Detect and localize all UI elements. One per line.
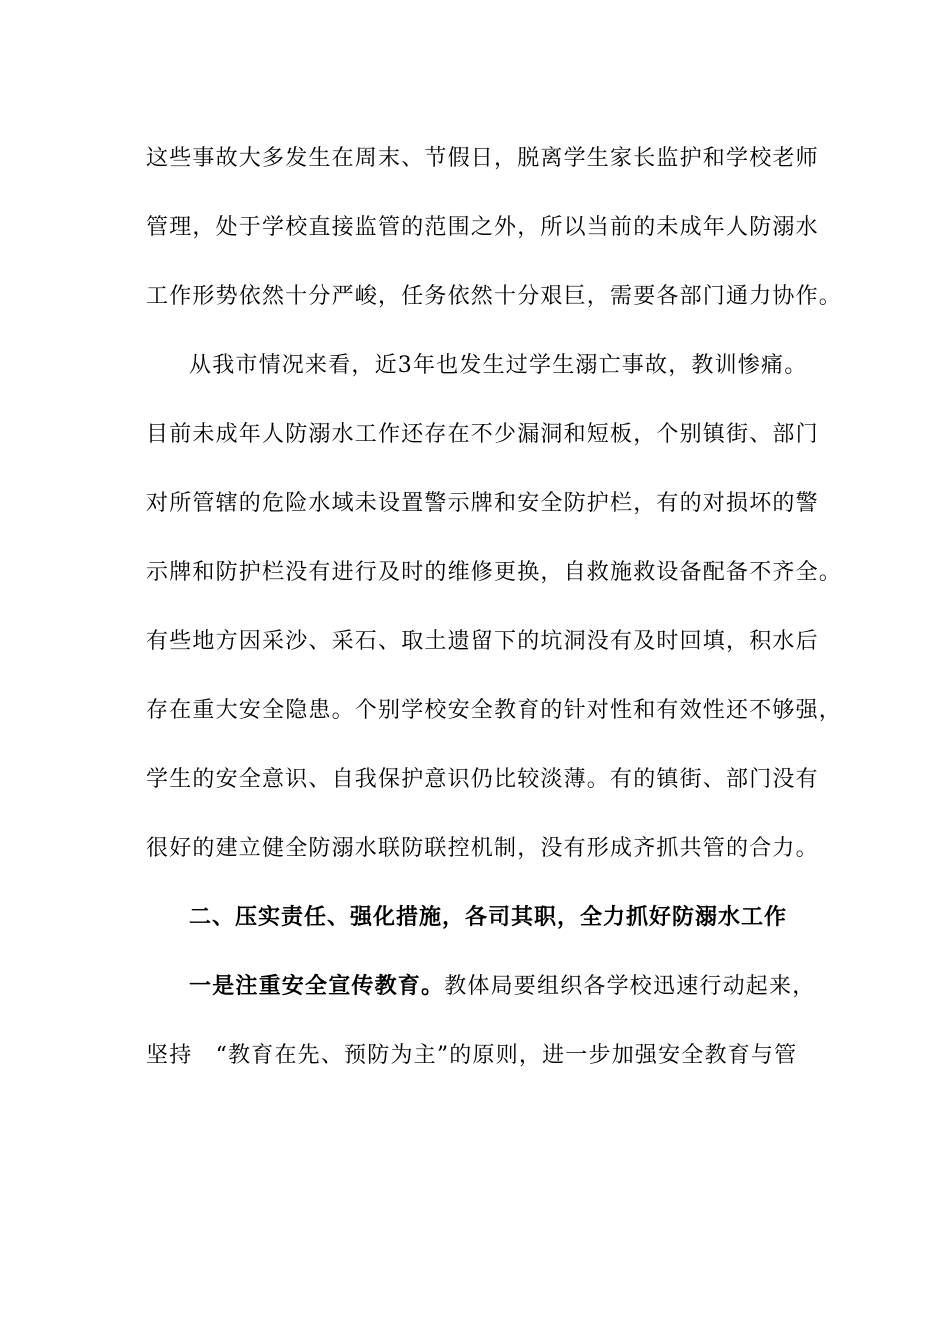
item1-bold-lead: 一是注重安全宣传教育。 [189, 974, 445, 999]
paragraph-line-11: 很好的建立健全防溺水联防联控机制，没有形成齐抓共管的合力。 [146, 836, 819, 861]
paragraph-line-4: 从我市情况来看，近3年也发生过学生溺亡事故，教训惨痛。 [189, 353, 808, 378]
paragraph-line-2: 管理，处于学校直接监管的范围之外，所以当前的未成年人防溺水 [146, 215, 819, 240]
paragraph-line-last: 坚持 “教育在先、预防为主”的原则，进一步加强安全教育与管 [146, 1043, 798, 1068]
paragraph-line-7: 示牌和防护栏没有进行及时的维修更换，自救施救设备配备不齐全。 [146, 560, 843, 585]
item1-text: 教体局要组织各学校迅速行动起来， [444, 974, 816, 999]
section-heading: 二、压实责任、强化措施，各司其职，全力抓好防溺水工作 [189, 905, 788, 930]
paragraph-line-8: 有些地方因采沙、采石、取土遗留下的坑洞没有及时回填，积水后 [146, 629, 819, 654]
paragraph-line-1: 这些事故大多发生在周末、节假日，脱离学生家长监护和学校老师 [146, 146, 819, 171]
paragraph-line-9: 存在重大安全隐患。个别学校安全教育的针对性和有效性还不够强， [146, 698, 843, 723]
item1-line [189, 972, 859, 1002]
paragraph-line-3: 工作形势依然十分严峻，任务依然十分艰巨，需要各部门通力协作。 [146, 284, 843, 309]
paragraph-line-6: 对所管辖的危险水域未设置警示牌和安全防护栏，有的对损坏的警 [146, 491, 819, 516]
paragraph-line-10: 学生的安全意识、自我保护意识仍比较淡薄。有的镇街、部门没有 [146, 767, 819, 792]
paragraph-line-5: 目前未成年人防溺水工作还存在不少漏洞和短板，个别镇街、部门 [146, 422, 819, 447]
